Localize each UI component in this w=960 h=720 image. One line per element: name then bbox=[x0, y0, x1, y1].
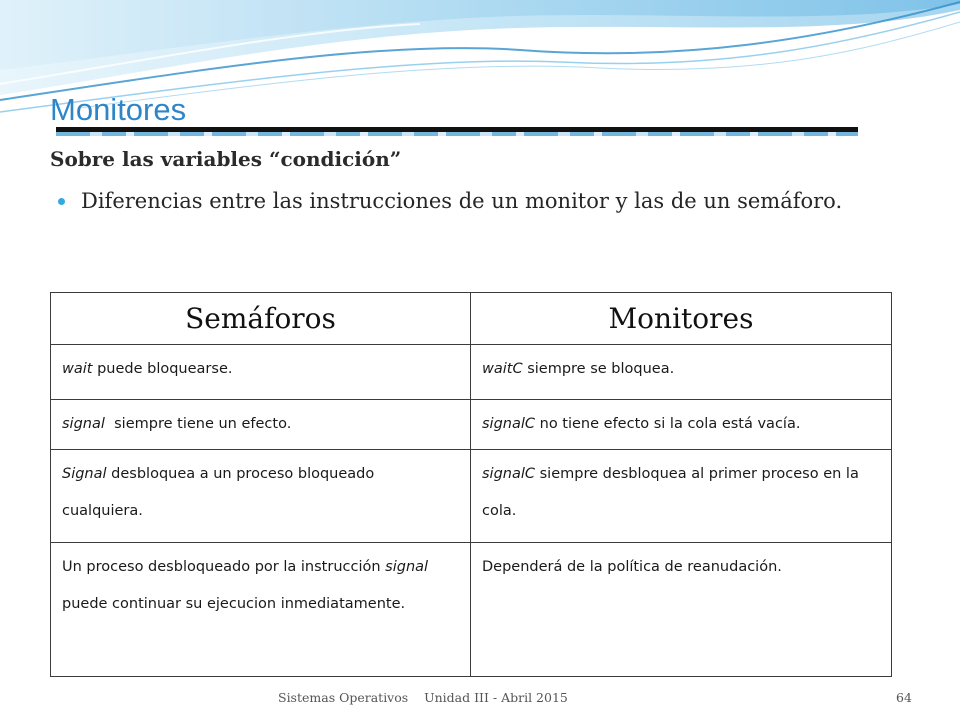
code-term: signalC bbox=[482, 466, 536, 482]
table-row bbox=[51, 345, 892, 400]
code-term: signalC bbox=[482, 416, 536, 432]
table-cell-monitor bbox=[471, 345, 892, 400]
cell-text: Un proceso desbloqueado por la instrucción bbox=[62, 559, 386, 575]
slide-title: Monitores bbox=[50, 92, 187, 127]
cell-text: siempre se bloquea. bbox=[522, 361, 675, 377]
table-cell-semaforo bbox=[51, 400, 471, 450]
table-cell-semaforo bbox=[51, 450, 471, 543]
code-term: wait bbox=[62, 361, 93, 377]
bullet-icon bbox=[58, 198, 65, 205]
slide-subtitle: Sobre las variables “condición” bbox=[50, 147, 402, 171]
title-underline-accent bbox=[56, 132, 858, 136]
page-number: 64 bbox=[896, 690, 912, 705]
bullet-text: Diferencias entre las instrucciones de un monitor y las de un semáforo. bbox=[81, 189, 843, 213]
table-header-row bbox=[51, 293, 892, 345]
cell-text: Dependerá de la política de reanudación. bbox=[482, 559, 782, 575]
slide-footer bbox=[0, 690, 960, 710]
cell-text: siempre tiene un efecto. bbox=[104, 416, 292, 432]
cell-text: siempre desbloquea al primer proceso en la cola. bbox=[482, 466, 859, 519]
table-row bbox=[51, 543, 892, 677]
table-cell-monitor bbox=[471, 400, 892, 450]
code-term: signal bbox=[62, 416, 105, 432]
cell-text: puede bloquearse. bbox=[92, 361, 233, 377]
code-term: signal bbox=[385, 559, 429, 575]
bullet-item bbox=[58, 185, 914, 218]
table-cell-monitor bbox=[471, 450, 892, 543]
column-header-semaforos: Semáforos bbox=[51, 293, 471, 345]
cell-text: puede continuar su ejecucion inmediatamente. bbox=[62, 596, 406, 612]
code-term: waitC bbox=[482, 361, 523, 377]
column-header-monitores: Monitores bbox=[471, 293, 892, 345]
cell-text: desbloquea a un proceso bloqueado cualquiera. bbox=[62, 466, 375, 519]
code-term: Signal bbox=[62, 466, 107, 482]
table-row bbox=[51, 450, 892, 543]
table-cell-semaforo bbox=[51, 543, 471, 677]
cell-text: no tiene efecto si la cola está vacía. bbox=[535, 416, 801, 432]
table-cell-monitor bbox=[471, 543, 892, 677]
table-row bbox=[51, 400, 892, 450]
table-cell-semaforo bbox=[51, 345, 471, 400]
footer-text: Sistemas Operativos Unidad III - Abril 2015 bbox=[278, 690, 568, 705]
comparison-table bbox=[50, 292, 892, 677]
